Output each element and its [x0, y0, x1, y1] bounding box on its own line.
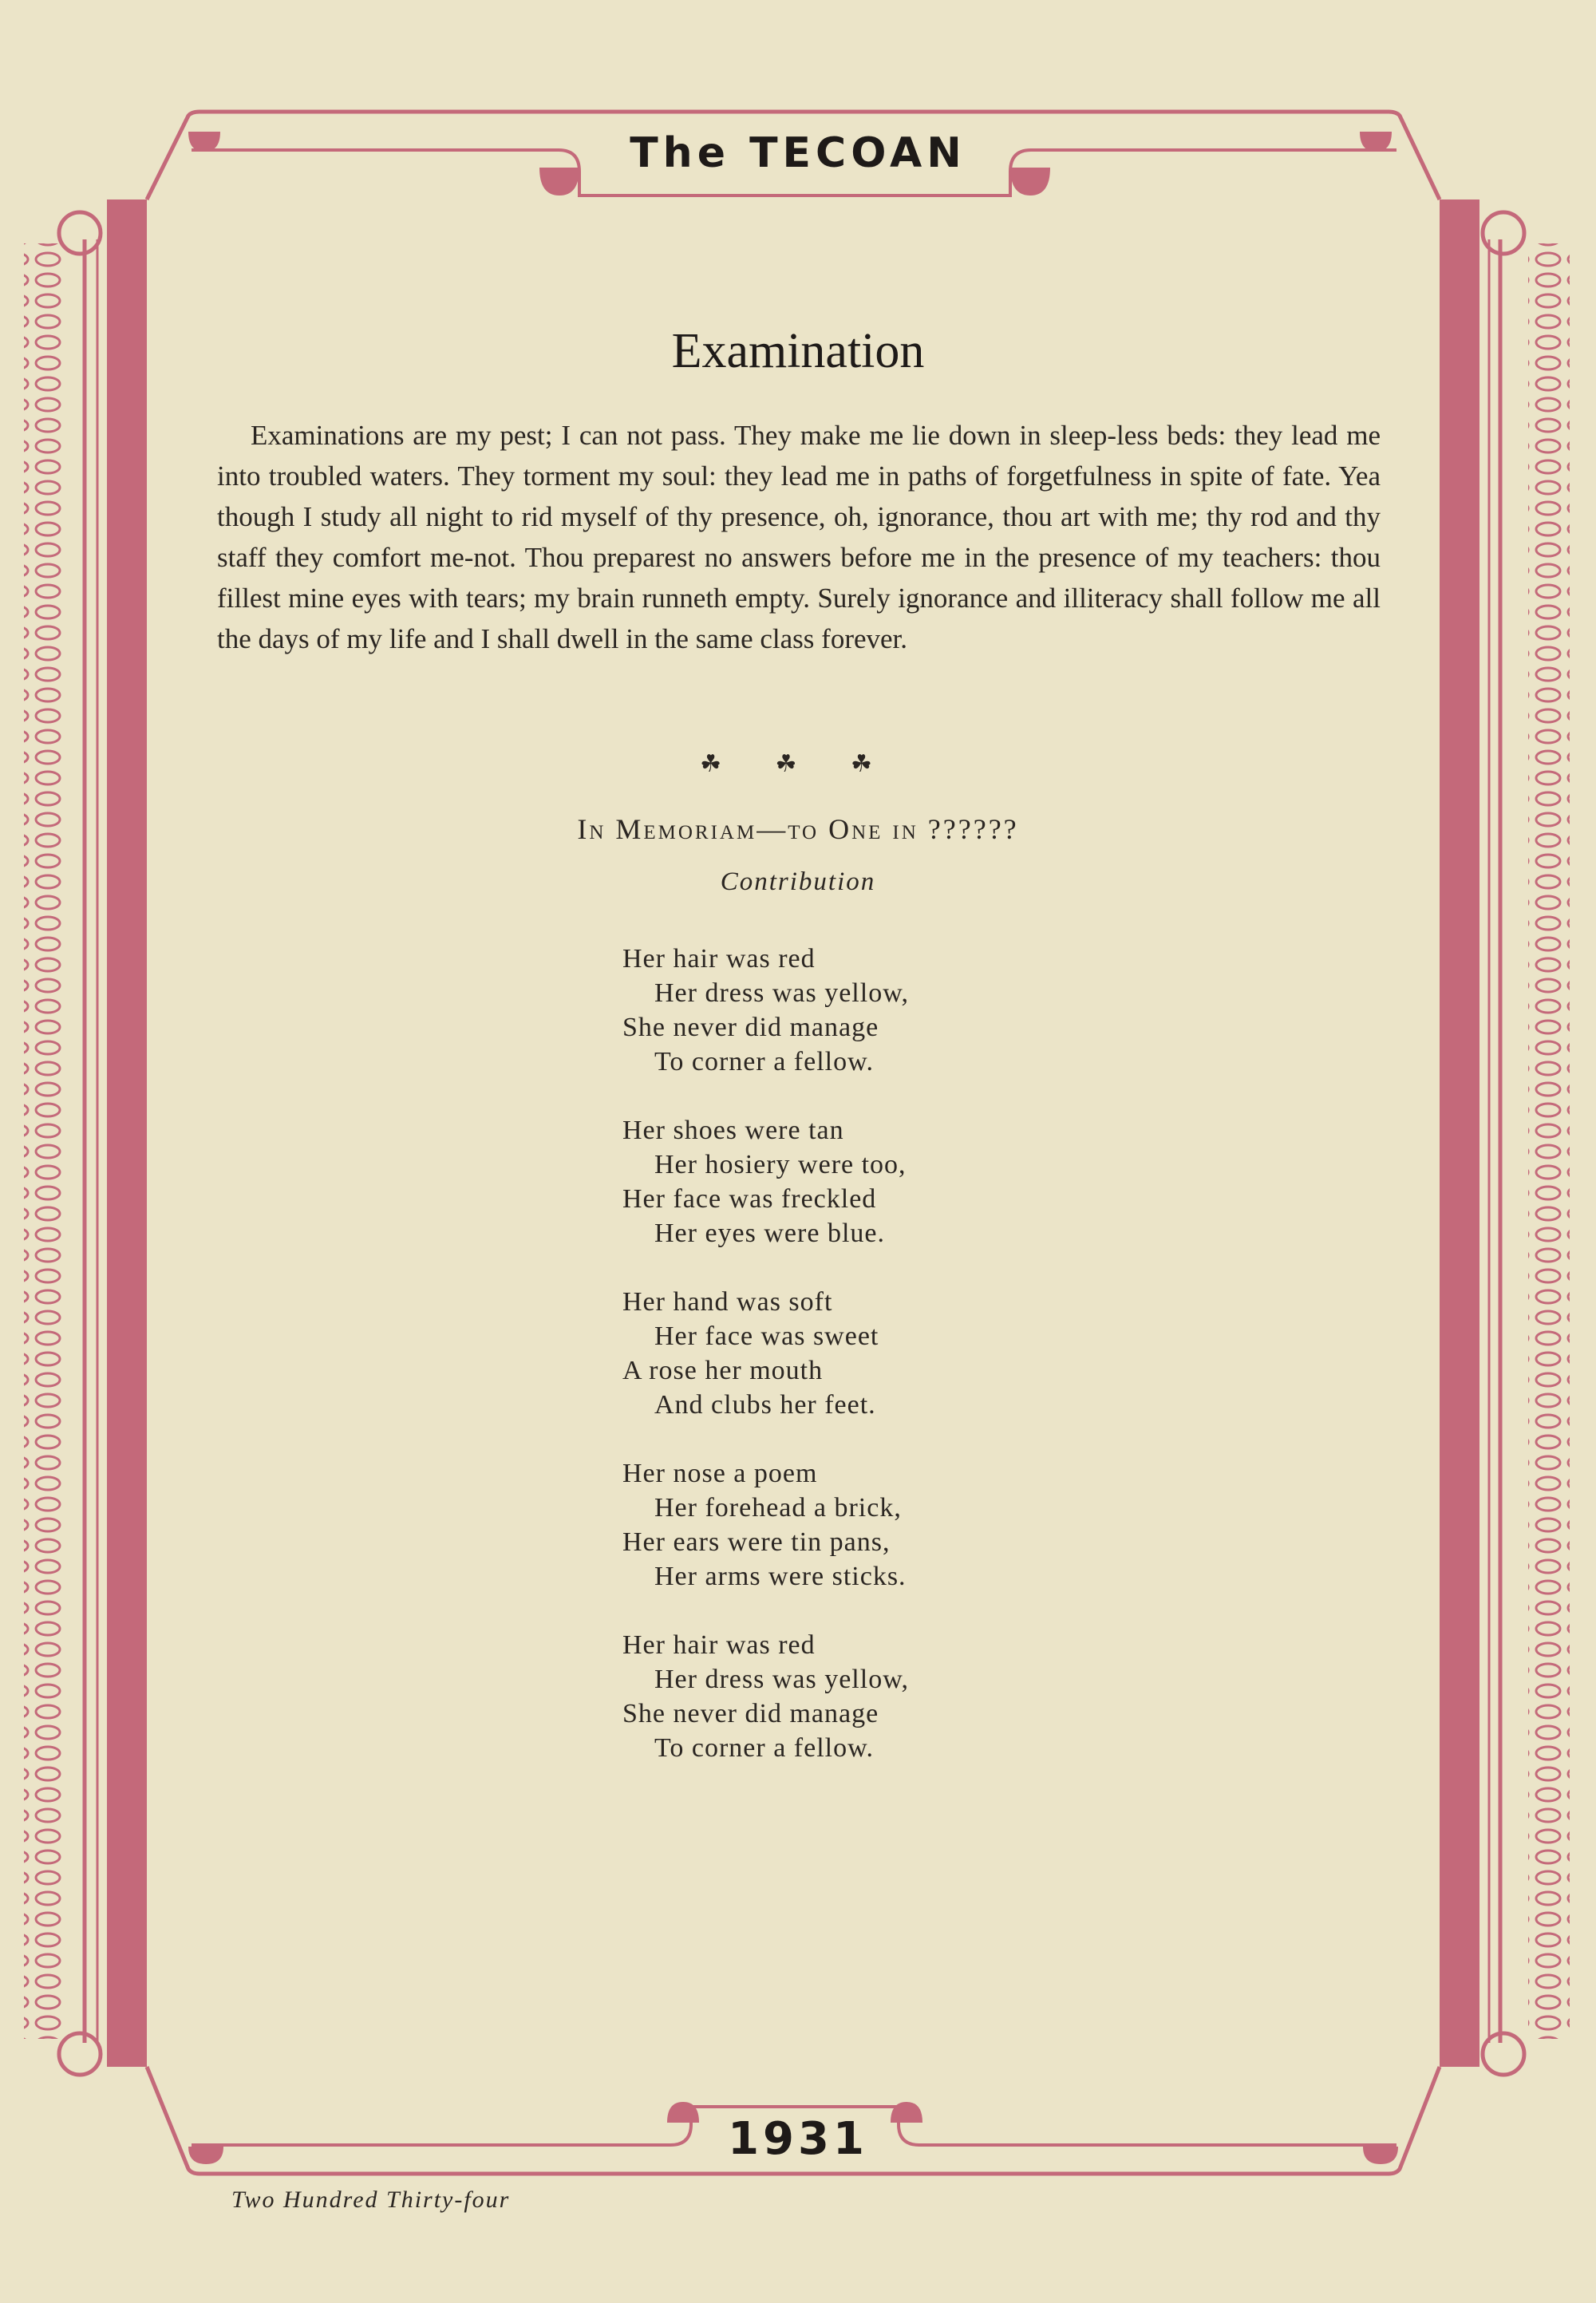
poem-line: And clubs her feet. — [654, 1390, 876, 1420]
poem-stanza — [622, 1285, 1261, 1422]
poem-line: Her hand was soft — [622, 1287, 833, 1317]
poem-line: Her dress was yellow, — [654, 1665, 910, 1694]
poem-line: Her dress was yellow, — [654, 978, 910, 1008]
poem-title: In Memoriam—to One in ?????? — [577, 813, 1019, 845]
article-paragraph: Examinations are my pest; I can not pass. They make me lie down in sleep-less beds: they lead me into troubled waters. They torment my soul: they lead me in paths of forgetfulness in spite of fate. Yea though I study all night to rid myself of thy presence, oh, ignorance, thou art with me; thy rod and thy staff they comfort me-not. Thou preparest no answers before me in the presence of my teachers: thou fillest mine eyes with tears; my brain runneth empty. Surely ignorance and illiteracy shall follow me all the days of my life and I shall dwell in the same class forever. — [217, 420, 1381, 654]
poem-line: Her eyes were blue. — [654, 1219, 885, 1248]
poem-line: She never did manage — [622, 1699, 879, 1728]
poem-line: Her arms were sticks. — [654, 1562, 907, 1591]
poem-line: Her ears were tin pans, — [622, 1527, 891, 1557]
poem-line: Her nose a poem — [622, 1459, 818, 1488]
article-title: Examination — [671, 324, 925, 378]
poem-stanza — [622, 1113, 1261, 1250]
clover-ornament-icon: ☘ ☘ ☘ — [700, 751, 896, 777]
poem-stanza — [622, 942, 1261, 1079]
footer-year: 1931 — [728, 2113, 868, 2165]
poem-stanza — [622, 1628, 1261, 1765]
poem-line: Her forehead a brick, — [654, 1493, 902, 1523]
poem-line: Her hosiery were too, — [654, 1150, 907, 1179]
poem-line: A rose her mouth — [622, 1356, 824, 1385]
poem-line: To corner a fellow. — [654, 1733, 874, 1763]
page-number: Two Hundred Thirty-four — [231, 2186, 511, 2213]
poem-body — [622, 942, 1261, 1799]
poem-line: Her shoes were tan — [622, 1116, 844, 1145]
poem-line: She never did manage — [622, 1013, 879, 1042]
yearbook-title: The TECOAN — [630, 129, 966, 177]
poem-line: Her face was freckled — [622, 1184, 877, 1214]
poem-line: Her hair was red — [622, 944, 816, 974]
poem-line: Her hair was red — [622, 1630, 816, 1660]
poem-line: To corner a fellow. — [654, 1047, 874, 1076]
poem-credit: Contribution — [720, 867, 876, 896]
poem-stanza — [622, 1456, 1261, 1594]
poem-line: Her face was sweet — [654, 1321, 879, 1351]
